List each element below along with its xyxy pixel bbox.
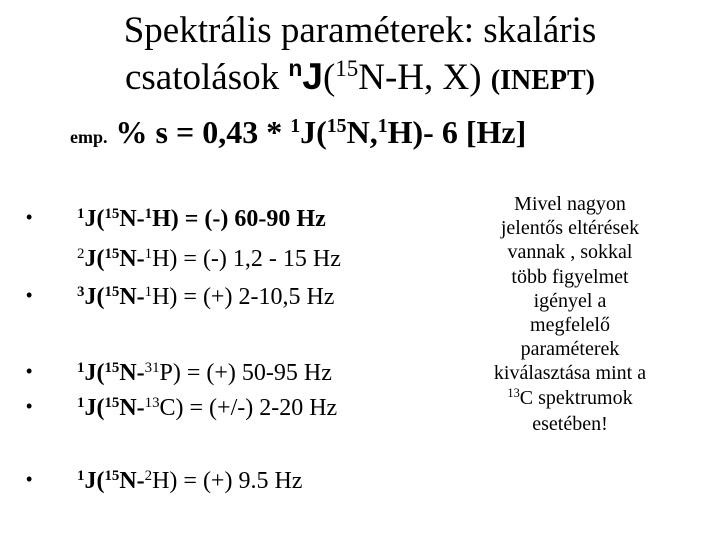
side-note-line: jelentős eltérések [500, 217, 640, 240]
sup-n: 15 [104, 467, 120, 484]
value-text: = (+/-) 2-20 Hz [183, 395, 338, 421]
sup-n: 15 [104, 205, 120, 222]
title-inept: (INEPT) [490, 65, 596, 96]
bullet-4: • [26, 396, 33, 416]
j-text: J( [84, 360, 105, 386]
sup-x: 13 [144, 394, 160, 411]
sup-n: 15 [104, 359, 120, 376]
coupling-item-5 [77, 395, 337, 422]
side-note-last: esetében! [532, 412, 608, 435]
sup-n: 15 [104, 394, 120, 411]
coupling-item-6 [77, 468, 302, 495]
sup-x: 1 [144, 245, 153, 262]
sup-j: 1 [77, 467, 85, 484]
side-note-line: Mivel nagyon [514, 193, 626, 215]
side-note-line: kiválasztása mint a [493, 362, 647, 385]
atom-text: H) [152, 246, 178, 272]
bullet-2: • [26, 285, 33, 305]
n-text: N- [119, 468, 145, 494]
sup-x: 2 [144, 467, 153, 484]
atom-text: H) [152, 468, 178, 494]
sup-n: 15 [104, 245, 120, 262]
emp-label: emp. [70, 127, 108, 147]
side-note-c-text: C spektrumok [519, 386, 633, 409]
formula-sup-15: 15 [326, 115, 347, 138]
n-text: N- [119, 246, 145, 272]
j-text: J( [84, 284, 105, 310]
sup-j: 1 [77, 359, 85, 376]
title-j: J [302, 56, 323, 97]
side-note [470, 192, 670, 436]
sup-x: 1 [144, 283, 153, 300]
sup-j: 1 [77, 394, 85, 411]
bullet-5: • [26, 469, 33, 489]
j-text: J( [84, 468, 105, 494]
atom-text: H) [152, 206, 179, 232]
title-rest: N-H, X) [358, 57, 491, 98]
n-text: N- [119, 206, 145, 232]
slide-title [40, 8, 680, 105]
bullet-1: • [26, 207, 33, 227]
n-text: N- [119, 284, 145, 310]
side-note-line: több figyelmet [511, 265, 629, 288]
side-note-line: megfelelő [530, 314, 610, 337]
n-text: N- [119, 360, 145, 386]
side-note-sup-13: 13 [507, 385, 520, 400]
formula-sup-1: 1 [290, 115, 301, 138]
j-text: J( [84, 206, 105, 232]
formula-text-a: % s = 0,43 * [107, 114, 291, 150]
title-text: csatolások [124, 57, 289, 98]
formula-text-d: H)- 6 [Hz] [387, 114, 527, 150]
value-text: = (+) 9.5 Hz [177, 468, 303, 494]
side-note-line: paraméterek [520, 338, 620, 361]
j-text: J( [84, 395, 105, 421]
formula-sup-1b: 1 [377, 115, 388, 138]
sup-n: 15 [104, 283, 120, 300]
value-text: = (+) 2-10,5 Hz [177, 284, 335, 310]
sup-j: 3 [77, 283, 85, 300]
bullet-3: • [26, 361, 33, 381]
n-text: N- [119, 395, 145, 421]
sup-x: 31 [144, 359, 160, 376]
title-line-2 [40, 54, 680, 105]
title-sup-n: n [288, 55, 303, 82]
sup-j: 1 [77, 205, 85, 222]
side-note-line: igényel a [533, 289, 607, 312]
sup-x: 1 [144, 205, 153, 222]
atom-text: P) [159, 360, 181, 386]
coupling-item-4 [77, 360, 332, 387]
formula-text-b: J( [300, 114, 327, 150]
value-text: = (-) 60-90 Hz [178, 206, 326, 232]
value-text: = (-) 1,2 - 15 Hz [177, 246, 341, 272]
coupling-item-2 [77, 246, 341, 273]
sup-j: 2 [77, 245, 85, 262]
coupling-item-1 [77, 206, 326, 233]
value-text: = (+) 50-95 Hz [180, 360, 332, 386]
side-note-line: vannak , sokkal [507, 241, 633, 264]
atom-text: C) [159, 395, 184, 421]
side-note-c-line [470, 386, 670, 412]
atom-text: H) [152, 284, 178, 310]
title-paren: ( [322, 57, 336, 98]
formula-text-c: N, [346, 114, 378, 150]
title-line-1: Spektrális paraméterek: skaláris [123, 10, 597, 51]
s-character-formula [70, 114, 526, 151]
title-sup-15: 15 [335, 56, 359, 82]
coupling-item-3 [77, 284, 334, 311]
j-text: J( [84, 246, 105, 272]
